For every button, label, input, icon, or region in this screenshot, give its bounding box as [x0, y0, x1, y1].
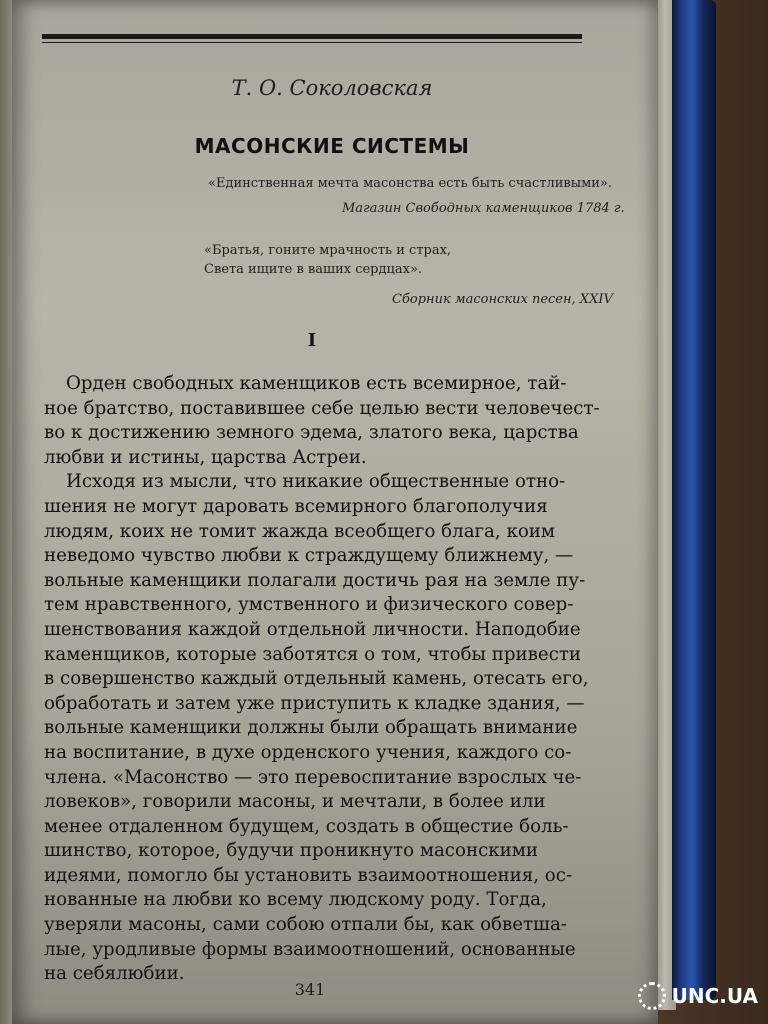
body-line: шенствования каждой отдельной личности. Наподобие	[44, 618, 581, 640]
body-line: тем нравственного, умственного и физического совер-	[44, 594, 574, 616]
body-text	[44, 372, 600, 987]
watermark-text: UNC.UA	[671, 984, 758, 1008]
section-number: I	[307, 330, 317, 351]
body-line: шения не могут даровать всемирного благополучия	[44, 495, 548, 517]
body-line: обработать и затем уже приступить к кладке здания, —	[44, 692, 585, 714]
watermark	[638, 982, 758, 1010]
body-line: менее отдаленном будущем, создать в общестие боль-	[44, 815, 569, 837]
body-line: лые, уродливые формы взаимоотношений, основанные	[44, 938, 576, 960]
body-line: вольные каменщики должны были обращать внимание	[44, 717, 578, 739]
author-name: Т. О. Соколовская	[231, 76, 433, 100]
epigraph-1-text: «Единственная мечта масонства есть быть счастливыми».	[208, 176, 612, 191]
body-line: на воспитание, в духе орденского учения, каждого со-	[44, 741, 572, 763]
body-line: в совершенство каждый отдельный камень, отесать его,	[44, 668, 589, 690]
epigraph-1-cite: Магазин Свободных каменщиков 1784 г.	[342, 201, 625, 216]
header-rule-thick	[42, 34, 582, 39]
chapter-title: МАСОНСКИЕ СИСТЕМЫ	[194, 134, 470, 158]
body-line: Орден свободных каменщиков есть всемирное, тай-	[66, 373, 567, 394]
body-line: ловеков», говорили масоны, и мечтали, в более или	[44, 791, 546, 813]
epigraph-2-cite: Сборник масонских песен, XXIV	[392, 292, 613, 307]
book-page	[12, 0, 658, 1024]
body-line: уверяли масоны, сами собою отпали бы, как обветша-	[44, 914, 567, 936]
body-line: Исходя из мысли, что никакие общественные отно-	[66, 471, 566, 493]
body-line: людям, коих не томит жажда всеобщего блага, коим	[44, 520, 556, 542]
body-line: ное братство, поставившее себе целью вести человечест-	[44, 397, 600, 419]
body-line: на себялюбии.	[44, 963, 185, 985]
header-rule-thin	[42, 42, 582, 43]
body-line: во к достижению земного эдема, златого века, царства	[44, 422, 579, 444]
body-line: неведомо чувство любви к страждущему ближнему, —	[44, 545, 574, 567]
body-line: любви и истины, царства Астреи.	[44, 446, 367, 468]
body-line: идеями, помогло бы установить взаимоотношения, ос-	[44, 864, 573, 886]
book-cover-spine	[672, 0, 716, 1000]
epigraph-2-line-1: «Братья, гоните мрачность и страх,	[204, 243, 452, 258]
page-number: 341	[294, 980, 326, 999]
body-line: каменщиков, которые заботятся о том, чтобы привести	[44, 643, 582, 665]
epigraph-2-line-2: Света ищите в ваших сердцах».	[204, 262, 423, 277]
body-line: нованные на любви ко всему людскому роду. Тогда,	[44, 889, 547, 911]
body-line: шинство, которое, будучи проникнуто масонскими	[44, 840, 539, 862]
body-line: члена. «Масонство — это перевоспитание взрослых че-	[44, 766, 582, 788]
body-line: вольные каменщики полагали достичь рая на земле пу-	[44, 569, 586, 591]
watermark-logo-icon	[638, 982, 666, 1010]
